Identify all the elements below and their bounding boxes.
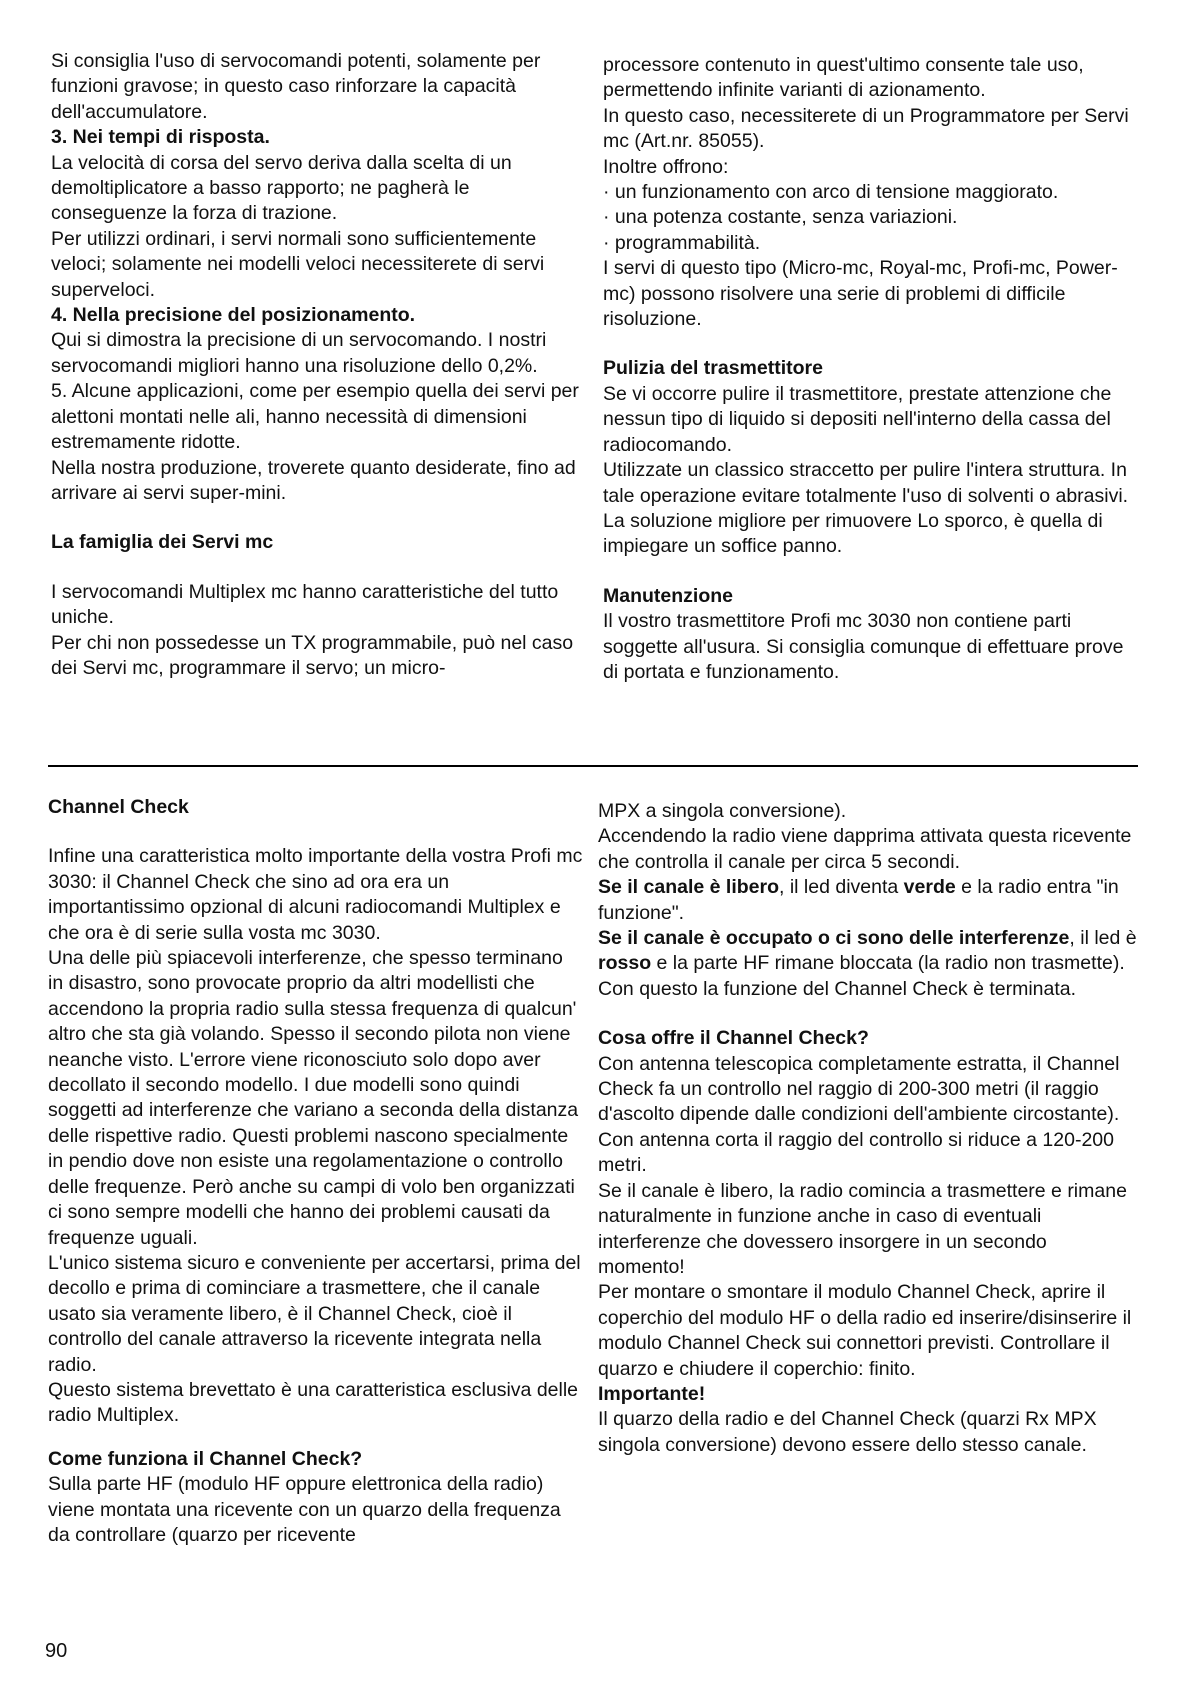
paragraph: processore contenuto in quest'ultimo consente tale uso, permettendo infinite varianti di azionamento. xyxy=(603,54,1084,102)
text: e la radio entra "in funzione". xyxy=(598,876,1119,924)
paragraph: Accendendo la radio viene dapprima attivata questa ricevente che controlla il canale per circa 5 secondi. xyxy=(598,825,1132,873)
paragraph: Con questo la funzione del Channel Check è terminata. xyxy=(598,977,1077,1000)
bold-text: Se il canale è occupato o ci sono delle interferenze xyxy=(598,927,1070,950)
paragraph: I servi di questo tipo (Micro-mc, Royal-mc, Profi-mc, Power-mc) possono risolvere una serie di problemi di difficile risoluzione. xyxy=(603,257,1118,331)
list-item: · una potenza costante, senza variazioni. xyxy=(603,206,958,229)
paragraph: Con antenna telescopica completamente estratta, il Channel Check fa un controllo nel raggio di 200-300 metri (il raggio d'ascolto dipende dalle condizioni dell'ambiente circostante). xyxy=(598,1052,1120,1126)
paragraph: Qui si dimostra la precisione di un servocomando. I nostri servocomandi migliori hanno una risoluzione dello 0,2%. xyxy=(51,329,547,377)
paragraph: Se vi occorre pulire il trasmettitore, prestate attenzione che nessun tipo di liquido si depositi nell'interno della cassa del radiocomando. xyxy=(603,382,1112,456)
horizontal-divider xyxy=(48,765,1138,767)
section-heading: 3. Nei tempi di risposta. xyxy=(51,126,270,149)
paragraph: Inoltre offrono: xyxy=(603,155,729,178)
paragraph: Con antenna corta il raggio del controllo si riduce a 120-200 metri. xyxy=(598,1128,1114,1177)
bold-text: rosso xyxy=(598,952,652,975)
paragraph: Infine una caratteristica molto importante della vostra Profi mc 3030: il Channel Check che sino ad ora era un importantissimo opzional di alcuni radiocomandi Multiplex e che ora è di serie sulla vosta mc 3030. xyxy=(48,845,583,944)
top-right-column xyxy=(603,53,1141,685)
text: , il led è xyxy=(1069,927,1137,950)
section-heading: Come funziona il Channel Check? xyxy=(48,1447,363,1470)
paragraph: Per utilizzi ordinari, i servi normali sono sufficientemente veloci; solamente nei modelli veloci necessiterete di servi superveloci. xyxy=(51,227,545,301)
section-heading: Pulizia del trasmettitore xyxy=(603,357,823,380)
paragraph: Utilizzate un classico straccetto per pulire l'intera struttura. In tale operazione evitare totalmente l'uso di solventi o abrasivi. xyxy=(603,459,1129,507)
section-heading: La famiglia dei Servi mc xyxy=(51,531,274,554)
section-heading: 4. Nella precisione del posizionamento. xyxy=(51,304,416,327)
text: e la parte HF rimane bloccata (la radio non trasmette). xyxy=(651,952,1125,975)
paragraph: Sulla parte HF (modulo HF oppure elettronica della radio) viene montata una ricevente con un quarzo della frequenza da controllare (quarzo per ricevente xyxy=(48,1473,561,1546)
paragraph: Per chi non possedesse un TX programmabile, può nel caso dei Servi mc, programmare il servo; un micro- xyxy=(51,631,574,679)
paragraph: Una delle più spiacevoli interferenze, che spesso terminano in disastro, sono provocate proprio da altri modellisti che accendono la propria radio sulla stessa frequenza di qualcun' altro che sta già volando. Spesso il secondo pilota non viene neanche visto. L'errore viene riconosciuto solo dopo aver decollato il secondo modello. I due modelli sono quindi soggetti ad interferenze che variano a seconda della distanza delle rispettive radio. Questi problemi nascono specialmente in pendio dove non esiste una regolamentazione o controllo delle frequenze. Però anche su campi di volo ben organizzati ci sono sempre modelli che hanno dei problemi causati da frequenze uguali. xyxy=(48,947,579,1249)
paragraph: Questo sistema brevettato è una caratteristica esclusiva delle radio Multiplex. xyxy=(48,1378,579,1427)
paragraph: Nella nostra produzione, troverete quanto desiderate, fino ad arrivare ai servi super-mini. xyxy=(51,456,576,504)
paragraph: La velocità di corsa del servo deriva dalla scelta di un demoltiplicatore a basso rapporto; ne pagherà le conseguenze la forza di trazione. xyxy=(51,151,512,225)
bottom-left-column xyxy=(48,795,583,1548)
paragraph: Per montare o smontare il modulo Channel Check, aprire il coperchio del modulo HF o della radio ed inserire/disinserire il modulo Channel Check sui connettori previsti. Controllare il quarzo e chiudere il coperchio: finito. xyxy=(598,1281,1132,1380)
paragraph: Se il canale è libero, la radio comincia a trasmettere e rimane naturalmente in funzione anche in caso di eventuali interferenze che dovessero insorgere in un secondo momento! xyxy=(598,1179,1127,1278)
paragraph: La soluzione migliore per rimuovere Lo sporco, è quella di impiegare un soffice panno. xyxy=(603,509,1103,558)
section-heading: Cosa offre il Channel Check? xyxy=(598,1027,869,1050)
bold-text: verde xyxy=(903,876,956,899)
list-item: · programmabilità. xyxy=(603,231,761,254)
section-heading: Manutenzione xyxy=(603,584,733,607)
section-heading: Importante! xyxy=(598,1382,706,1405)
paragraph xyxy=(598,875,1138,926)
paragraph: Il quarzo della radio e del Channel Check (quarzi Rx MPX singola conversione) devono essere dello stesso canale. xyxy=(598,1408,1097,1456)
bold-text: Se il canale è libero xyxy=(598,876,780,899)
paragraph: Si consiglia l'uso di servocomandi potenti, solamente per funzioni gravose; in questo caso rinforzare la capacità dell'accumulatore. xyxy=(51,50,541,123)
paragraph: In questo caso, necessiterete di un Programmatore per Servi mc (Art.nr. 85055). xyxy=(603,104,1129,153)
list-item: · un funzionamento con arco di tensione maggiorato. xyxy=(603,181,1059,204)
paragraph: I servocomandi Multiplex mc hanno caratteristiche del tutto uniche. xyxy=(51,580,559,629)
paragraph: L'unico sistema sicuro e conveniente per accertarsi, prima del decollo e prima di cominciare a trasmettere, che il canale usato sia veramente libero, è il Channel Check, cioè il controllo del canale attraverso la ricevente integrata nella radio. xyxy=(48,1251,581,1376)
section-heading: Channel Check xyxy=(48,796,189,818)
text: , il led diventa xyxy=(779,876,904,899)
page-number: 90 xyxy=(45,1640,68,1662)
bottom-right-column xyxy=(598,799,1138,1458)
top-left-column xyxy=(51,49,586,681)
paragraph xyxy=(598,926,1138,977)
paragraph: MPX a singola conversione). xyxy=(598,800,847,822)
paragraph: 5. Alcune applicazioni, come per esempio quella dei servi per alettoni montati nelle ali, hanno necessità di dimensioni estremamente ridotte. xyxy=(51,380,579,454)
paragraph: Il vostro trasmettitore Profi mc 3030 non contiene parti soggette all'usura. Si consiglia comunque di effettuare prove di portata e funzionamento. xyxy=(603,610,1124,683)
